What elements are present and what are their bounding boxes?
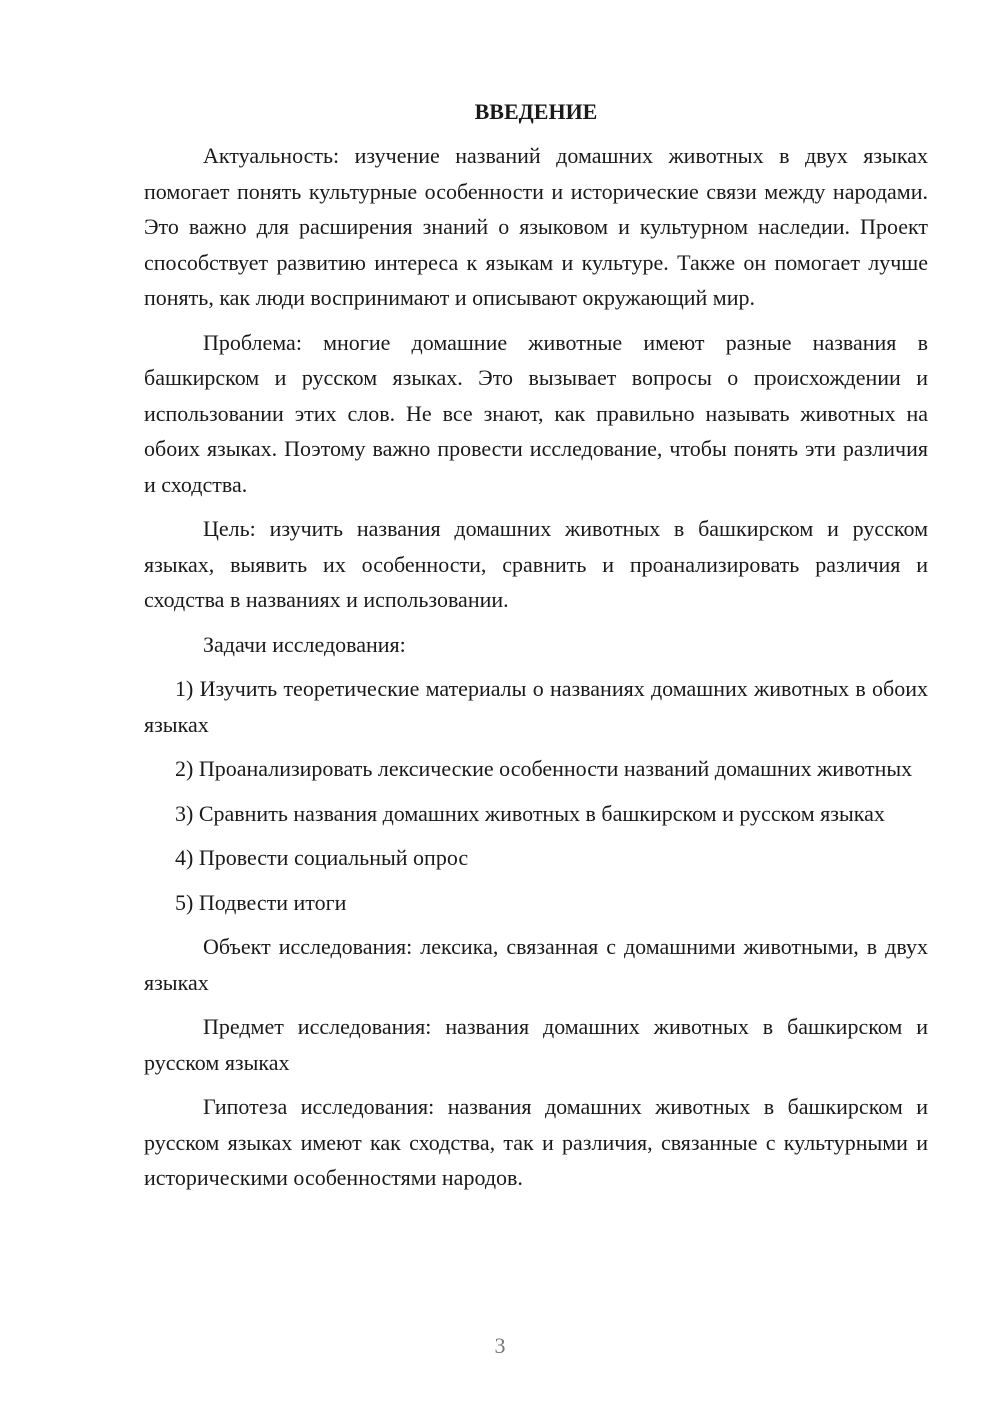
- task-item: 2) Проанализировать лексические особенности названий домашних животных: [175, 756, 913, 781]
- tasks-heading: Задачи исследования:: [203, 631, 406, 657]
- problem-paragraph: Проблема: многие домашние животные имеют разные названия в башкирском и русском языках. Это вызывает вопросы о происхождении и использовании этих слов. Не все знают, как правильно называть животных на обоих языках. Поэтому важно провести исследование, чтобы понять эти различия и сходства.: [144, 329, 928, 497]
- goal-paragraph: Цель: изучить названия домашних животных в башкирском и русском языках, выявить их особенности, сравнить и проанализировать различия и сходства в названиях и использовании.: [144, 516, 928, 612]
- task-item: 4) Провести социальный опрос: [175, 845, 469, 870]
- task-item: 1) Изучить теоретические материалы о названиях домашних животных в обоих языках: [144, 676, 928, 737]
- task-item: 5) Подвести итоги: [175, 889, 347, 915]
- page-title: ВВЕДЕНИЕ: [474, 99, 598, 124]
- page-number: 3: [494, 1333, 506, 1358]
- research-subject-paragraph: Предмет исследования: названия домашних животных в башкирском и русском языках: [144, 1014, 928, 1075]
- document-page: [144, 96, 928, 1205]
- tasks-list: [144, 671, 928, 920]
- relevance-paragraph: Актуальность: изучение названий домашних животных в двух языках помогает понять культурные особенности и исторические связи между народами. Это важно для расширения знаний о языковом и культурном наследии. Проект способствует развитию интереса к языкам и культуре. Также он помогает лучше понять, как люди воспринимают и описывают окружающий мир.: [144, 143, 928, 310]
- task-item: 3) Сравнить названия домашних животных в башкирском и русском языках: [175, 800, 885, 826]
- research-object-paragraph: Объект исследования: лексика, связанная с домашними животными, в двух языках: [144, 934, 928, 995]
- hypothesis-paragraph: Гипотеза исследования: названия домашних животных в башкирском и русском языках имеют как сходства, так и различия, связанные с культурными и историческими особенностями народов.: [144, 1094, 928, 1190]
